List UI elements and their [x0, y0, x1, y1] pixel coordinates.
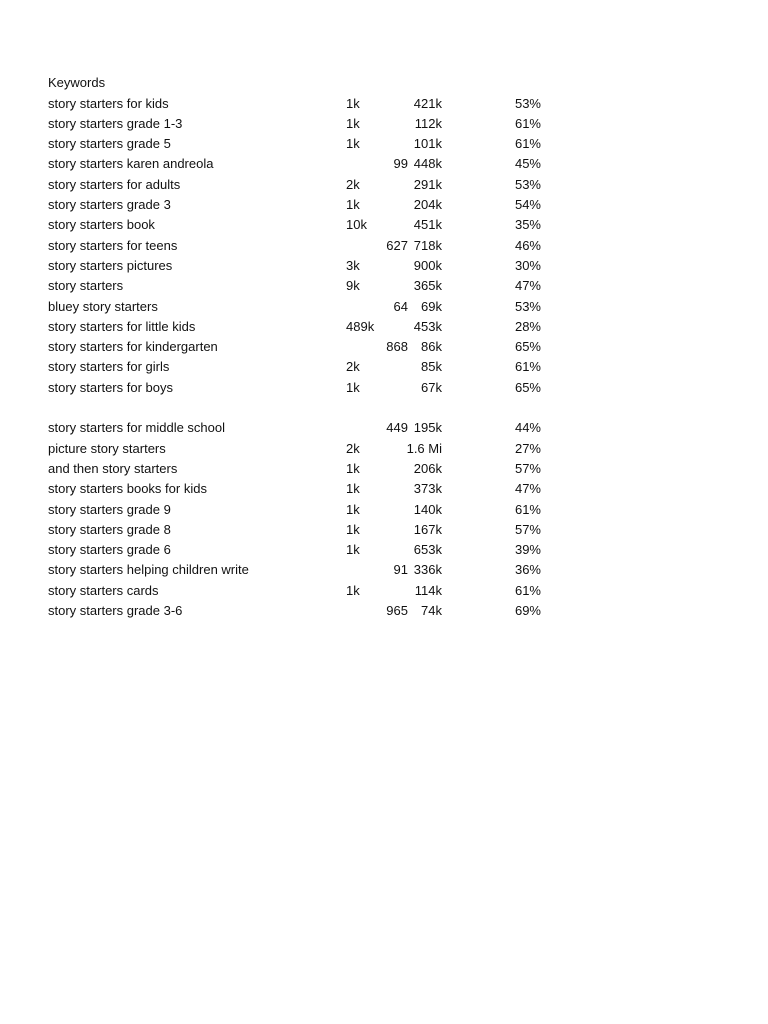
column-c-cell: 54%	[514, 197, 541, 212]
column-a-cell: 9k	[346, 278, 360, 294]
column-a-cell: 99	[393, 156, 408, 172]
column-a-cell: 627	[386, 237, 408, 253]
keyword-cell: story starters for teens	[48, 237, 178, 253]
column-c-cell: 61%	[514, 136, 541, 152]
column-a-cell: 868	[386, 339, 408, 355]
column-a-cell: 3k	[346, 257, 360, 273]
column-a-cell: 1k	[346, 379, 360, 395]
column-b-cell: 140k	[413, 501, 442, 517]
keyword-cell: story starters for adults	[48, 176, 181, 192]
keyword-row	[0, 236, 768, 256]
column-c-cell: 61%	[514, 359, 541, 375]
column-b-cell: 291k	[413, 176, 442, 192]
keyword-cell: story starters for girls	[48, 359, 170, 375]
column-b-cell: 421k	[413, 95, 442, 111]
column-a-cell: 1k	[346, 460, 360, 476]
header-row	[0, 73, 768, 93]
keyword-cell: story starters for kindergarten	[48, 339, 218, 355]
column-b-cell: 718k	[413, 237, 442, 253]
column-a-cell: 1k	[346, 115, 360, 131]
column-a-cell: 1k	[346, 582, 360, 598]
keyword-cell: bluey story starters	[48, 298, 158, 314]
column-b-cell: 900k	[413, 257, 442, 273]
column-a-cell: 1k	[346, 136, 360, 152]
keyword-cell: story starters grade 3-6	[48, 603, 183, 618]
column-c-cell: 65%	[514, 379, 541, 395]
column-c-cell: 69%	[514, 603, 541, 618]
column-a-cell: 1k	[346, 481, 360, 497]
keyword-cell: story starters grade 5	[48, 136, 171, 152]
column-a-cell: 1k	[346, 95, 360, 111]
keyword-cell: story starters pictures	[48, 257, 173, 273]
column-b-cell: 85k	[421, 359, 442, 375]
column-b-cell: 195k	[413, 420, 442, 436]
keyword-row	[0, 540, 768, 560]
keyword-row	[0, 581, 768, 601]
keyword-row	[0, 459, 768, 479]
keyword-row	[0, 601, 768, 621]
column-c-cell: 36%	[514, 562, 541, 578]
keyword-cell: story starters grade 8	[48, 521, 171, 537]
column-a-cell: 1k	[346, 197, 360, 212]
keyword-cell: story starters book	[48, 217, 155, 233]
keyword-cell: story starters for boys	[48, 379, 173, 395]
keyword-row	[0, 154, 768, 174]
keyword-row	[0, 114, 768, 134]
column-b-cell: 86k	[421, 339, 442, 355]
column-a-cell: 1k	[346, 521, 360, 537]
column-c-cell: 57%	[514, 460, 541, 476]
keyword-row	[0, 94, 768, 114]
column-b-cell: 204k	[413, 197, 442, 212]
keyword-row	[0, 479, 768, 499]
column-b-cell: 114k	[414, 582, 442, 598]
keyword-row	[0, 175, 768, 195]
keyword-row	[0, 378, 768, 398]
keyword-row	[0, 500, 768, 520]
column-c-cell: 47%	[514, 278, 541, 294]
column-b-cell: 101k	[413, 136, 442, 152]
keyword-cell: picture story starters	[48, 440, 166, 456]
keyword-cell: story starters grade 9	[48, 501, 171, 517]
keyword-cell: story starters grade 3	[48, 197, 171, 212]
column-a-cell: 64	[393, 298, 408, 314]
column-c-cell: 46%	[514, 237, 541, 253]
column-b-cell: 653k	[413, 542, 442, 558]
column-b-cell: 74k	[421, 603, 442, 618]
keyword-row	[0, 276, 768, 296]
column-b-cell: 112k	[414, 115, 442, 131]
column-c-cell: 61%	[514, 501, 541, 517]
column-c-cell: 53%	[514, 95, 541, 111]
column-c-cell: 57%	[514, 521, 541, 537]
keyword-cell: story starters books for kids	[48, 481, 207, 497]
keyword-cell: story starters grade 1-3	[48, 115, 183, 131]
column-c-cell: 61%	[514, 582, 541, 598]
keyword-row	[0, 297, 768, 317]
keyword-row	[0, 317, 768, 337]
column-c-cell: 30%	[514, 257, 541, 273]
keyword-cell: story starters for kids	[48, 95, 169, 111]
column-a-cell: 449	[386, 420, 408, 436]
column-c-cell: 65%	[514, 339, 541, 355]
column-b-cell: 336k	[413, 562, 442, 578]
keyword-row	[0, 215, 768, 235]
column-a-cell: 965	[386, 603, 408, 618]
keyword-cell: story starters	[48, 278, 124, 294]
column-a-cell: 1k	[346, 542, 360, 558]
keyword-row	[0, 439, 768, 459]
column-a-cell: 2k	[346, 359, 360, 375]
column-c-cell: 35%	[514, 217, 541, 233]
column-c-cell: 53%	[514, 176, 541, 192]
column-c-cell: 44%	[514, 420, 541, 436]
keyword-row	[0, 560, 768, 580]
column-b-cell: 67k	[421, 379, 442, 395]
keyword-cell: story starters helping children write	[48, 562, 249, 578]
keyword-row	[0, 134, 768, 154]
keyword-cell: story starters for middle school	[48, 420, 226, 436]
keyword-row	[0, 520, 768, 540]
column-b-cell: 448k	[413, 156, 442, 172]
column-c-cell: 28%	[514, 318, 541, 334]
column-a-cell: 91	[393, 562, 408, 578]
column-b-cell: 365k	[413, 278, 442, 294]
keyword-row	[0, 337, 768, 357]
column-a-cell: 2k	[346, 440, 360, 456]
column-a-cell: 489k	[346, 318, 375, 334]
column-a-cell: 10k	[346, 217, 367, 233]
keyword-row	[0, 256, 768, 276]
keyword-cell: story starters for little kids	[48, 318, 196, 334]
keyword-row	[0, 418, 768, 438]
blank-row	[0, 398, 768, 418]
column-b-cell: 167k	[413, 521, 442, 537]
column-a-cell: 1k	[346, 501, 360, 517]
column-c-cell: 53%	[514, 298, 541, 314]
keyword-row	[0, 357, 768, 377]
column-b-cell: 206k	[413, 460, 442, 476]
column-c-cell: 39%	[514, 542, 541, 558]
keyword-cell: story starters grade 6	[48, 542, 171, 558]
column-b-cell: 69k	[421, 298, 442, 314]
column-a-cell: 2k	[346, 176, 360, 192]
column-c-cell: 61%	[514, 115, 541, 131]
keywords-heading: Keywords	[48, 75, 106, 90]
column-b-cell: 373k	[413, 481, 442, 497]
column-b-cell: 453k	[413, 318, 442, 334]
column-c-cell: 27%	[514, 440, 541, 456]
column-c-cell: 45%	[514, 156, 541, 172]
column-c-cell: 47%	[514, 481, 541, 497]
keyword-cell: and then story starters	[48, 460, 178, 476]
keyword-cell: story starters karen andreola	[48, 156, 214, 172]
column-b-cell: 1.6 Mi	[406, 440, 442, 456]
column-b-cell: 451k	[413, 217, 442, 233]
keyword-cell: story starters cards	[48, 582, 159, 598]
keyword-row	[0, 195, 768, 215]
